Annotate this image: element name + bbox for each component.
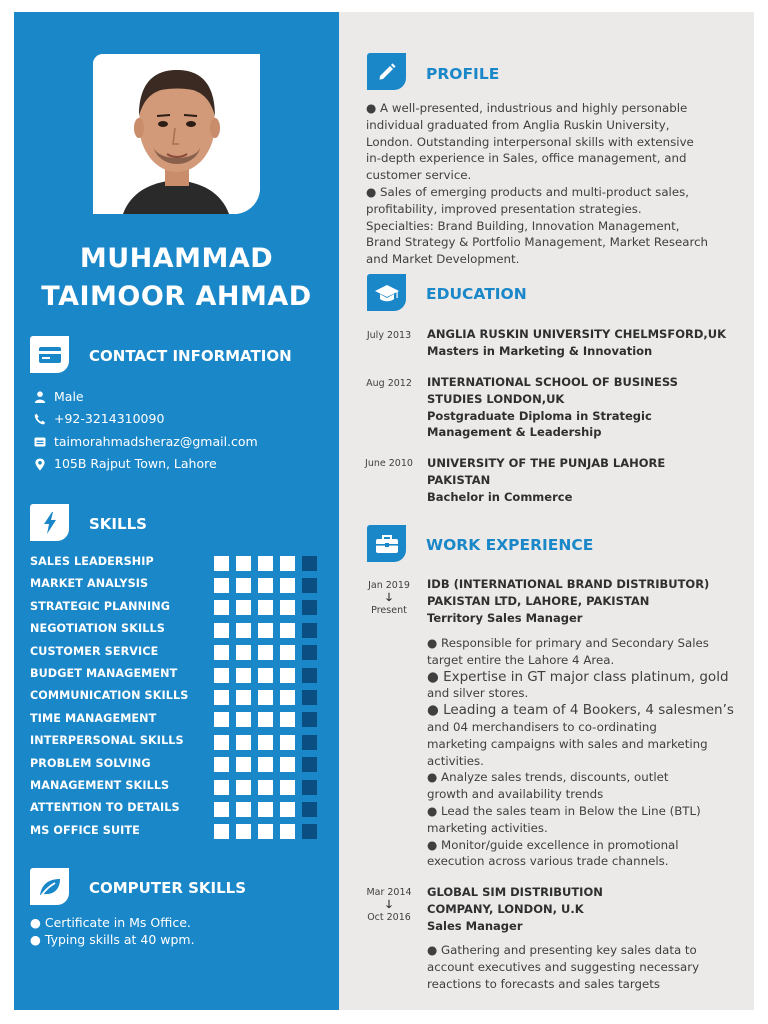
skill-level-filled — [280, 690, 295, 705]
skill-level-filled — [214, 802, 229, 817]
work-heading: WORK EXPERIENCE — [426, 536, 594, 554]
skill-level-empty — [302, 690, 317, 705]
skill-level-filled — [236, 668, 251, 683]
education-entry — [427, 455, 665, 505]
skill-level-filled — [236, 712, 251, 727]
skill-level-meter — [214, 578, 317, 593]
skill-level-meter — [214, 600, 317, 615]
skill-level-filled — [236, 780, 251, 795]
skill-level-filled — [214, 824, 229, 839]
degree-name: Masters in Marketing & Innovation — [427, 343, 653, 358]
skill-label: TIME MANAGEMENT — [30, 711, 157, 725]
skill-level-filled — [214, 780, 229, 795]
arrow-down-icon: 🡓 — [386, 591, 392, 604]
skill-level-filled — [236, 735, 251, 750]
skill-label: NEGOTIATION SKILLS — [30, 622, 165, 636]
education-heading: EDUCATION — [426, 285, 527, 303]
job-duty-line: reactions to forecasts and sales targets — [427, 976, 661, 991]
job-dates — [359, 886, 419, 924]
profile-line: and Market Development. — [366, 252, 520, 267]
profile-line: Brand Strategy & Portfolio Management, Market Research — [366, 235, 709, 250]
skill-level-filled — [258, 712, 273, 727]
profile-line: London. Outstanding interpersonal skills with extensive — [366, 134, 694, 149]
skill-level-filled — [236, 824, 251, 839]
profile-line: customer service. — [366, 168, 472, 183]
skill-label: STRATEGIC PLANNING — [30, 599, 171, 613]
skill-level-filled — [258, 824, 273, 839]
skill-level-filled — [236, 600, 251, 615]
job-duty-line: ● Leading a team of 4 Bookers, 4 salesmen’s — [427, 702, 734, 719]
skill-level-filled — [214, 623, 229, 638]
skill-level-filled — [258, 578, 273, 593]
skill-level-meter — [214, 668, 317, 683]
contact-gender — [34, 389, 84, 405]
skill-level-filled — [280, 757, 295, 772]
skill-level-filled — [214, 690, 229, 705]
education-date: Aug 2012 — [366, 378, 412, 389]
email-text[interactable]: taimorahmadsheraz@gmail.com — [54, 434, 258, 449]
job-duty-line: ● Lead the sales team in Below the Line (BTL) — [427, 803, 701, 818]
education-entry — [427, 374, 678, 441]
person-icon — [34, 391, 54, 403]
phone-icon — [34, 413, 54, 425]
skill-level-filled — [214, 578, 229, 593]
education-date: June 2010 — [365, 458, 413, 469]
skill-label: MARKET ANALYSIS — [30, 577, 149, 591]
last-name: TAIMOOR AHMAD — [41, 281, 312, 312]
skill-label: COMMUNICATION SKILLS — [30, 689, 189, 703]
institution-name: INTERNATIONAL SCHOOL OF BUSINESS — [427, 375, 678, 389]
skill-level-meter — [214, 757, 317, 772]
profile-line: profitability, improved presentation strategies. — [366, 201, 642, 216]
job-description — [427, 635, 747, 870]
skill-level-empty — [302, 645, 317, 660]
skill-level-filled — [258, 668, 273, 683]
institution-name: ANGLIA RUSKIN UNIVERSITY CHELMSFORD,UK — [427, 327, 726, 341]
job-duty-line: marketing campaigns with sales and marketing — [427, 736, 708, 751]
first-name: MUHAMMAD — [79, 243, 274, 274]
computer-skills-heading: COMPUTER SKILLS — [89, 879, 247, 897]
job-entry — [427, 576, 709, 626]
gender-text: Male — [54, 389, 84, 404]
phone-text[interactable]: +92-3214310090 — [54, 411, 165, 426]
skill-level-filled — [214, 645, 229, 660]
skill-level-meter — [214, 645, 317, 660]
contact-heading: CONTACT INFORMATION — [89, 347, 292, 365]
profile-photo — [93, 54, 260, 214]
job-end-date: Present — [371, 605, 407, 616]
job-start-date: Jan 2019 — [368, 580, 410, 591]
skill-level-empty — [302, 668, 317, 683]
skill-level-filled — [280, 623, 295, 638]
job-duty-line: and silver stores. — [427, 686, 529, 701]
skill-level-meter — [214, 623, 317, 638]
skill-level-filled — [280, 668, 295, 683]
profile-line: individual graduated from Anglia Ruskin University, — [366, 117, 670, 132]
skill-level-filled — [236, 645, 251, 660]
job-duty-line: account executives and suggesting necessary — [427, 959, 700, 974]
degree-name: Bachelor in Commerce — [427, 489, 573, 504]
skill-level-filled — [280, 780, 295, 795]
skill-level-filled — [236, 623, 251, 638]
education-entry — [427, 326, 726, 360]
address-text: 105B Rajput Town, Lahore — [54, 456, 217, 471]
job-duty-line: target entire the Lahore 4 Area. — [427, 652, 615, 667]
skill-level-meter — [214, 556, 317, 571]
skill-level-filled — [214, 757, 229, 772]
skill-level-filled — [258, 780, 273, 795]
job-end-date: Oct 2016 — [367, 912, 411, 923]
job-duty-line: activities. — [427, 753, 484, 768]
skill-level-meter — [214, 824, 317, 839]
job-dates — [359, 579, 419, 617]
skill-level-filled — [214, 600, 229, 615]
skill-level-empty — [302, 757, 317, 772]
employer-name: COMPANY, LONDON, U.K — [427, 901, 584, 916]
skill-level-meter — [214, 712, 317, 727]
email-icon — [34, 436, 54, 448]
education-date: July 2013 — [366, 330, 412, 341]
job-duty-line: ● Gathering and presenting key sales data to — [427, 943, 697, 957]
briefcase-icon — [367, 525, 406, 562]
skill-level-filled — [236, 556, 251, 571]
skill-level-filled — [280, 556, 295, 571]
skill-label: MANAGEMENT SKILLS — [30, 779, 170, 792]
profile-line: ● Sales of emerging products and multi-product sales, — [366, 184, 689, 199]
employer-name: PAKISTAN LTD, LAHORE, PAKISTAN — [427, 593, 650, 608]
employer-name: IDB (INTERNATIONAL BRAND DISTRIBUTOR) — [427, 577, 710, 591]
job-duty-line: and 04 merchandisers to co-ordinating — [427, 719, 657, 734]
id-card-icon — [30, 336, 69, 373]
skills-heading: SKILLS — [89, 515, 147, 533]
skill-level-meter — [214, 802, 317, 817]
skill-level-filled — [258, 556, 273, 571]
skill-label: MS OFFICE SUITE — [30, 823, 140, 837]
skill-level-filled — [214, 668, 229, 683]
skill-level-filled — [236, 578, 251, 593]
skill-level-filled — [258, 757, 273, 772]
institution-name: STUDIES LONDON,UK — [427, 391, 565, 406]
skill-level-meter — [214, 690, 317, 705]
contact-email — [34, 434, 258, 450]
skill-level-empty — [302, 802, 317, 817]
skill-level-filled — [258, 600, 273, 615]
job-entry — [427, 884, 603, 934]
institution-name: UNIVERSITY OF THE PUNJAB LAHORE — [427, 456, 666, 470]
computer-skill-item: ● Certificate in Ms Office. — [30, 915, 191, 930]
skill-level-filled — [214, 556, 229, 571]
skill-level-meter — [214, 780, 317, 795]
skill-level-filled — [280, 802, 295, 817]
skill-level-filled — [280, 645, 295, 660]
skill-level-filled — [236, 690, 251, 705]
skill-label: SALES LEADERSHIP — [30, 555, 154, 568]
profile-summary — [366, 100, 746, 268]
skill-level-filled — [214, 735, 229, 750]
skill-level-filled — [280, 600, 295, 615]
skill-level-filled — [280, 578, 295, 593]
degree-name: Postgraduate Diploma in Strategic — [427, 408, 652, 423]
skill-level-empty — [302, 578, 317, 593]
arrow-down-icon: 🡓 — [386, 898, 392, 911]
job-title: Territory Sales Manager — [427, 610, 583, 625]
contact-address — [34, 456, 217, 472]
profile-line: in-depth experience in Sales, office management, and — [366, 151, 687, 166]
job-duty-line: growth and availability trends — [427, 787, 604, 802]
job-description — [427, 942, 747, 992]
skill-level-filled — [236, 802, 251, 817]
job-title: Sales Manager — [427, 918, 523, 933]
skill-label: BUDGET MANAGEMENT — [30, 667, 178, 680]
profile-line: ● A well-presented, industrious and highly personable — [366, 101, 688, 115]
profile-heading: PROFILE — [426, 65, 500, 83]
lightning-icon — [30, 504, 69, 541]
job-duty-line: ● Analyze sales trends, discounts, outlet — [427, 770, 669, 785]
job-duty-line: ● Monitor/guide excellence in promotional — [427, 837, 679, 852]
skill-level-empty — [302, 556, 317, 571]
pencil-icon — [367, 53, 406, 90]
skill-label: INTERPERSONAL SKILLS — [30, 734, 184, 748]
degree-name: Management & Leadership — [427, 425, 602, 440]
skill-level-filled — [214, 712, 229, 727]
skill-level-filled — [280, 824, 295, 839]
skill-level-empty — [302, 600, 317, 615]
employer-name: GLOBAL SIM DISTRIBUTION — [427, 885, 603, 899]
job-duty-line: marketing activities. — [427, 820, 548, 835]
computer-skill-item: ● Typing skills at 40 wpm. — [30, 932, 195, 947]
job-duty-line: execution across various trade channels. — [427, 854, 669, 869]
skill-level-filled — [280, 712, 295, 727]
skill-level-filled — [258, 623, 273, 638]
skill-label: ATTENTION TO DETAILS — [30, 801, 180, 815]
full-name — [14, 240, 339, 316]
skill-level-empty — [302, 824, 317, 839]
leaf-icon — [30, 868, 69, 905]
contact-phone — [34, 411, 164, 427]
job-duty-line: ● Responsible for primary and Secondary Sales — [427, 636, 709, 650]
skill-level-filled — [258, 802, 273, 817]
skill-level-filled — [280, 735, 295, 750]
job-duty-line: ● Expertise in GT major class platinum, gold — [427, 668, 729, 685]
location-pin-icon — [34, 458, 54, 471]
skill-level-filled — [258, 735, 273, 750]
profile-line: Specialties: Brand Building, Innovation Management, — [366, 218, 680, 233]
job-start-date: Mar 2014 — [366, 887, 412, 898]
skill-level-meter — [214, 735, 317, 750]
institution-name: PAKISTAN — [427, 472, 491, 487]
skill-level-filled — [258, 690, 273, 705]
skill-level-empty — [302, 735, 317, 750]
skill-level-empty — [302, 623, 317, 638]
skill-label: PROBLEM SOLVING — [30, 756, 151, 770]
skill-level-empty — [302, 712, 317, 727]
skill-level-empty — [302, 780, 317, 795]
skill-label: CUSTOMER SERVICE — [30, 644, 159, 658]
graduation-cap-icon — [367, 274, 406, 311]
skill-level-filled — [236, 757, 251, 772]
skill-level-filled — [258, 645, 273, 660]
